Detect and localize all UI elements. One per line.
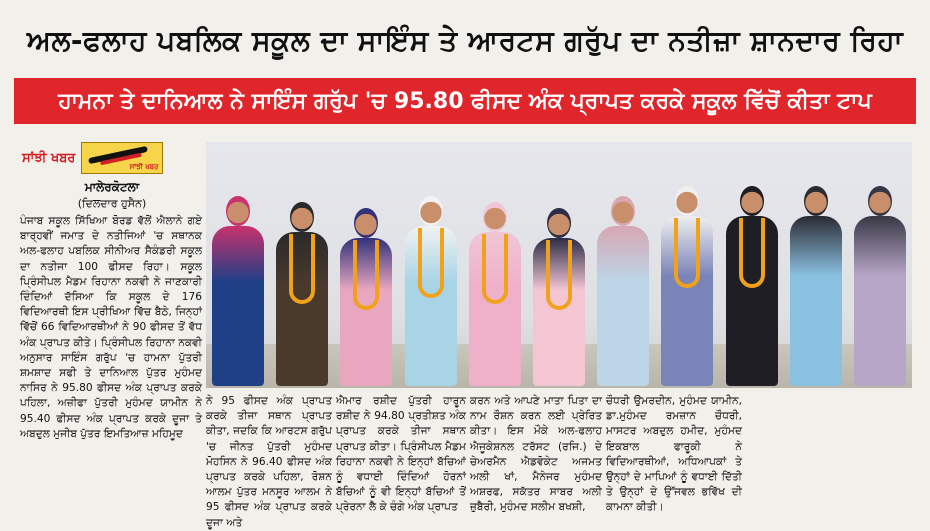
article-column-1: ਪੰਜਾਬ ਸਕੂਲ ਸਿੱਖਿਆ ਬੋਰਡ ਵੱਲੋਂ ਐਲਾਨੇ ਗਏ ਬਾਰ੍ਹਵੀਂ ਜਮਾਤ ਦੇ ਨਤੀਜਿਆਂ 'ਚ ਸਥਾਨਕ ਅਲ-ਫਲਾਹ ਪਬਲਿਕ ਸੀਨੀਅਰ ਸੈਕੰਡਰੀ ਸਕੂਲ ਦਾ ਨਤੀਜਾ 100 ਫੀਸਦ ਰਿਹਾ। ਸਕੂਲ ਪ੍ਰਿੰਸੀਪਲ ਮੈਡਮ ਰਿਹਾਨਾ ਨਕਵੀ ਨੇ ਜਾਣਕਾਰੀ ਦਿੰਦਿਆਂ ਦੱਸਿਆ ਕਿ ਸਕੂਲ ਦੇ 176 ਵਿਦਿਆਰਥੀ ਇਸ ਪ੍ਰੀਖਿਆ ਵਿੱਚ ਬੈਠੇ, ਜਿਨ੍ਹਾਂ ਵਿੱਚੋਂ 66 ਵਿਦਿਆਰਥੀਆਂ ਨੇ 90 ਫੀਸਦ ਤੋਂ ਵੱਧ ਅੰਕ ਪ੍ਰਾਪਤ ਕੀਤੇ। ਪ੍ਰਿੰਸੀਪਲ ਰਿਹਾਨਾ ਨਕਵੀ ਅਨੁਸਾਰ ਸਾਇੰਸ ਗਰੁੱਪ 'ਚ ਹਾਮਨਾ ਪੁੱਤਰੀ ਸ਼ਮਸ਼ਾਦ ਸਫੀ ਤੇ ਦਾਨਿਆਲ ਪੁੱਤਰ ਮੁਹੰਮਦ ਨਾਸਿਰ ਨੇ 95.80 ਫੀਸਦ ਅੰਕ ਪ੍ਰਾਪਤ ਕਰਕੇ ਪਹਿਲਾ, ਅਜ਼ੀਫਾ ਪੁੱਤਰੀ ਮੁਹੰਮਦ ਯਾਮੀਨ ਨੇ 95.40 ਫੀਸਦ ਅੰਕ ਪ੍ਰਾਪਤ ਕਰਕੇ ਦੂਜਾ ਤੇ ਅਬਦੁਲ ਮੁਜੀਬ ਪੁੱਤਰ ਇਮਤਿਆਜ਼ ਮਹਿਮੂਦ: [20, 215, 202, 440]
garland-icon: [482, 234, 508, 304]
article-column-4: ਕਰਨ ਅਤੇ ਆਪਣੇ ਮਾਤਾ ਪਿਤਾ ਦਾ ਨਾਮ ਰੌਸ਼ਨ ਕਰਨ ਲਈ ਪ੍ਰੇਰਿਤ ਕੀਤਾ। ਇਸ ਮੌਕੇ ਅਲ-ਫਲਾਹ ਐਜੂਕੇਸ਼ਨਲ ਟਰੱਸਟ (ਰਜਿ.) ਦੇ ਚੇਅਰਮੈਨ ਐਡਵੋਕੇਟ ਅਜਮਤ ਅਲੀ ਖਾਂ, ਮੈਨੇਜਰ ਮੁਹੰਮਦ ਅਸ਼ਰਫ, ਸਕੱਤਰ ਸਾਬਰ ਅਲੀ ਜ਼ੁਬੈਰੀ, ਮੁਹੰਮਦ ਸਲੀਮ ਬਖਸ਼ੀ,: [470, 395, 602, 514]
garland-icon: [418, 228, 444, 298]
newspaper-logo: [81, 142, 163, 174]
photo-person: [276, 202, 328, 386]
photo-person: [405, 196, 457, 386]
photo-person: [854, 186, 906, 386]
person-body: [597, 226, 649, 386]
person-body: [212, 226, 264, 386]
source-label: ਸਾਂਝੀ ਖਬਰ: [22, 150, 76, 166]
garland-icon: [739, 218, 765, 288]
garland-icon: [674, 218, 700, 288]
person-body: [790, 216, 842, 386]
photo-person: [726, 186, 778, 386]
article-column-3: ਐਮਾਰ ਰਸ਼ੀਦ ਪੁੱਤਰੀ ਹਾਰੂਨ ਰਸ਼ੀਦ ਨੇ 94.80 ਪ੍ਰਤੀਸ਼ਤ ਅੰਕ ਪ੍ਰਾਪਤ ਕਰਕੇ ਤੀਜਾ ਸਥਾਨ ਪ੍ਰਾਪਤ ਕੀਤਾ। ਪ੍ਰਿੰਸੀਪਲ ਮੈਡਮ ਰਿਹਾਨਾ ਨਕਵੀ ਨੇ ਇਨ੍ਹਾਂ ਬੱਚਿਆਂ ਨੂੰ ਵਧਾਈ ਦਿੰਦਿਆਂ ਹੋਰਨਾਂ ਬੱਚਿਆਂ ਨੂੰ ਵੀ ਇਨ੍ਹਾਂ ਬੱਚਿਆਂ ਤੋਂ ਪ੍ਰੇਰਨਾ ਲੈ ਕੇ ਚੰਗੇ ਅੰਕ ਪ੍ਰਾਪਤ: [336, 395, 466, 514]
garland-icon: [289, 234, 315, 304]
photo-person: [790, 186, 842, 386]
source-row: [22, 142, 202, 174]
group-photo: [206, 142, 912, 388]
photo-person: [340, 208, 392, 386]
photo-person: [533, 208, 585, 386]
logo-text: ਸਾਂਝੀ ਖਬਰ: [129, 163, 159, 171]
person-head: [868, 186, 892, 216]
photo-person: [597, 196, 649, 386]
subheadline-banner: ਹਾਮਨਾ ਤੇ ਦਾਨਿਆਲ ਨੇ ਸਾਇੰਸ ਗਰੁੱਪ 'ਚ 95.80 ਫੀਸਦ ਅੰਕ ਪ੍ਰਾਪਤ ਕਰਕੇ ਸਕੂਲ ਵਿੱਚੋਂ ਕੀਤਾ ਟਾਪ: [14, 78, 916, 124]
photo-person: [469, 202, 521, 386]
person-head: [611, 196, 635, 226]
person-head: [740, 186, 764, 216]
garland-icon: [546, 240, 572, 310]
person-head: [419, 196, 443, 226]
article-column-5: ਚੌਧਰੀ ਉਮਰਦੀਨ, ਮੁਹੰਮਦ ਯਾਮੀਨ, ਡਾ.ਮੁਹੰਮਦ ਰਮਜ਼ਾਨ ਚੌਧਰੀ, ਮਾਸਟਰ ਅਬਦੁਲ ਹਮੀਦ, ਮੁਹੰਮਦ ਇਕਬਾਲ ਫਾਰੂਕੀ ਨੇ ਵਿਦਿਆਰਥੀਆਂ, ਅਧਿਆਪਕਾਂ ਤੇ ਉਨ੍ਹਾਂ ਦੇ ਮਾਪਿਆਂ ਨੂੰ ਵਧਾਈ ਦਿੱਤੀ ਤੇ ਉਨ੍ਹਾਂ ਦੇ ਉੱਜਵਲ ਭਵਿੱਖ ਦੀ ਕਾਮਨਾ ਕੀਤੀ।: [606, 395, 742, 514]
dateline: ਮਾਲੇਰਕੋਟਲਾ: [84, 180, 140, 194]
headline: ਅਲ-ਫਲਾਹ ਪਬਲਿਕ ਸਕੂਲ ਦਾ ਸਾਇੰਸ ਤੇ ਆਰਟਸ ਗਰੁੱਪ ਦਾ ਨਤੀਜ਼ਾ ਸ਼ਾਨਦਾਰ ਰਿਹਾ: [26, 24, 904, 57]
person-head: [354, 208, 378, 238]
garland-icon: [353, 240, 379, 310]
article-column-2: ਨੇ 95 ਫੀਸਦ ਅੰਕ ਪ੍ਰਾਪਤ ਕਰਕੇ ਤੀਜਾ ਸਥਾਨ ਪ੍ਰਾਪਤ ਕੀਤਾ, ਜਦਕਿ ਕਿ ਆਰਟਸ ਗਰੁੱਪ 'ਚ ਜੀਨਤ ਪੁੱਤਰੀ ਮੁਹੰਮਦ ਮੋਹਸਿਨ ਨੇ 96.40 ਫੀਸਦ ਅੰਕ ਪ੍ਰਾਪਤ ਕਰਕੇ ਪਹਿਲਾ, ਰੋਸ਼ਨ ਆਲਮ ਪੁੱਤਰ ਮਨਸੂਰ ਆਲਮ ਨੇ 95 ਫੀਸਦ ਅੰਕ ਪ੍ਰਾਪਤ ਕਰਕੇ ਦੂਜਾ ਅਤੇ: [206, 395, 332, 529]
person-head: [675, 186, 699, 216]
person-head: [804, 186, 828, 216]
person-head: [226, 196, 250, 226]
photo-person: [661, 186, 713, 386]
photo-person: [212, 196, 264, 386]
person-body: [854, 216, 906, 386]
person-head: [290, 202, 314, 232]
person-head: [547, 208, 571, 238]
reporter-name: (ਦਿਲਦਾਰ ਹੁਸੈਨ): [77, 197, 147, 210]
person-head: [483, 202, 507, 232]
